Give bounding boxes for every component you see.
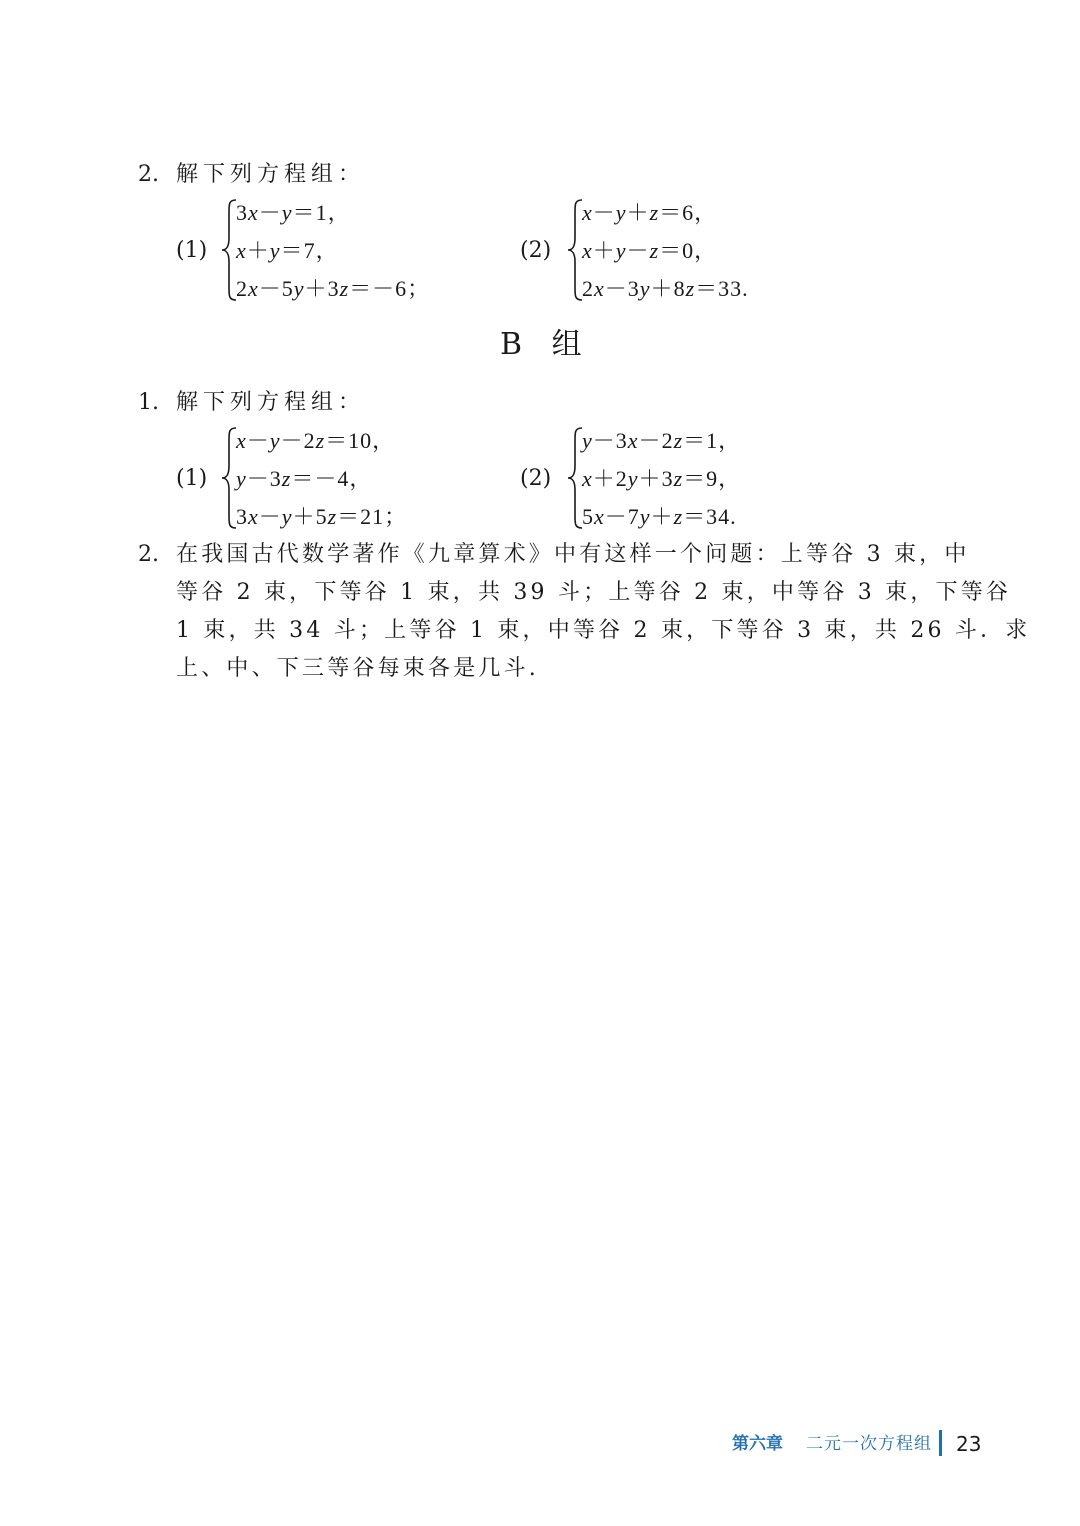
- system-label: (1): [176, 238, 208, 263]
- footer-divider: [939, 1430, 942, 1456]
- equation: 2x－3y＋8z＝33.: [582, 276, 749, 301]
- question-text-line: 上、中、下三等谷每束各是几斗.: [176, 656, 539, 681]
- system-label: (1): [176, 466, 208, 491]
- equation: y－3x－2z＝1，: [582, 428, 742, 453]
- footer-chapter-title: 二元一次方程组: [806, 1434, 932, 1454]
- section-title: B 组: [500, 327, 592, 362]
- system-label: (2): [520, 466, 552, 491]
- equation: 3x－y＋5z＝21；: [236, 504, 408, 529]
- question-number: 2.: [138, 542, 159, 567]
- question-text: 解下列方程组：: [176, 162, 366, 187]
- equation: x＋2y＋3z＝9，: [582, 466, 742, 491]
- question-number: 2.: [138, 162, 159, 187]
- equation: 5x－7y＋z＝34.: [582, 504, 737, 529]
- system-label: (2): [520, 238, 552, 263]
- equation: x－y＋z＝6，: [582, 200, 718, 225]
- equation: y－3z＝－4，: [236, 466, 373, 491]
- equation: 2x－5y＋3z＝－6；: [236, 276, 431, 301]
- footer-chapter: 第六章: [732, 1434, 783, 1454]
- question-text-line: 等谷 2 束，下等谷 1 束，共 39 斗；上等谷 2 束，中等谷 3 束，下等谷: [176, 580, 1012, 605]
- question-text-line: 在我国古代数学著作《九章算术》中有这样一个问题：上等谷 3 束，中: [176, 542, 970, 567]
- equation: x－y－2z＝10，: [236, 428, 396, 453]
- question-text-line: 1 束，共 34 斗；上等谷 1 束，中等谷 2 束，下等谷 3 束，共 26 斗．求: [176, 618, 1031, 643]
- equation: x＋y＝7，: [236, 238, 339, 263]
- page-number: 23: [956, 1432, 982, 1456]
- question-number: 1.: [138, 390, 159, 415]
- equation: 3x－y＝1，: [236, 200, 351, 225]
- question-text: 解下列方程组：: [176, 390, 366, 415]
- equation: x＋y－z＝0，: [582, 238, 718, 263]
